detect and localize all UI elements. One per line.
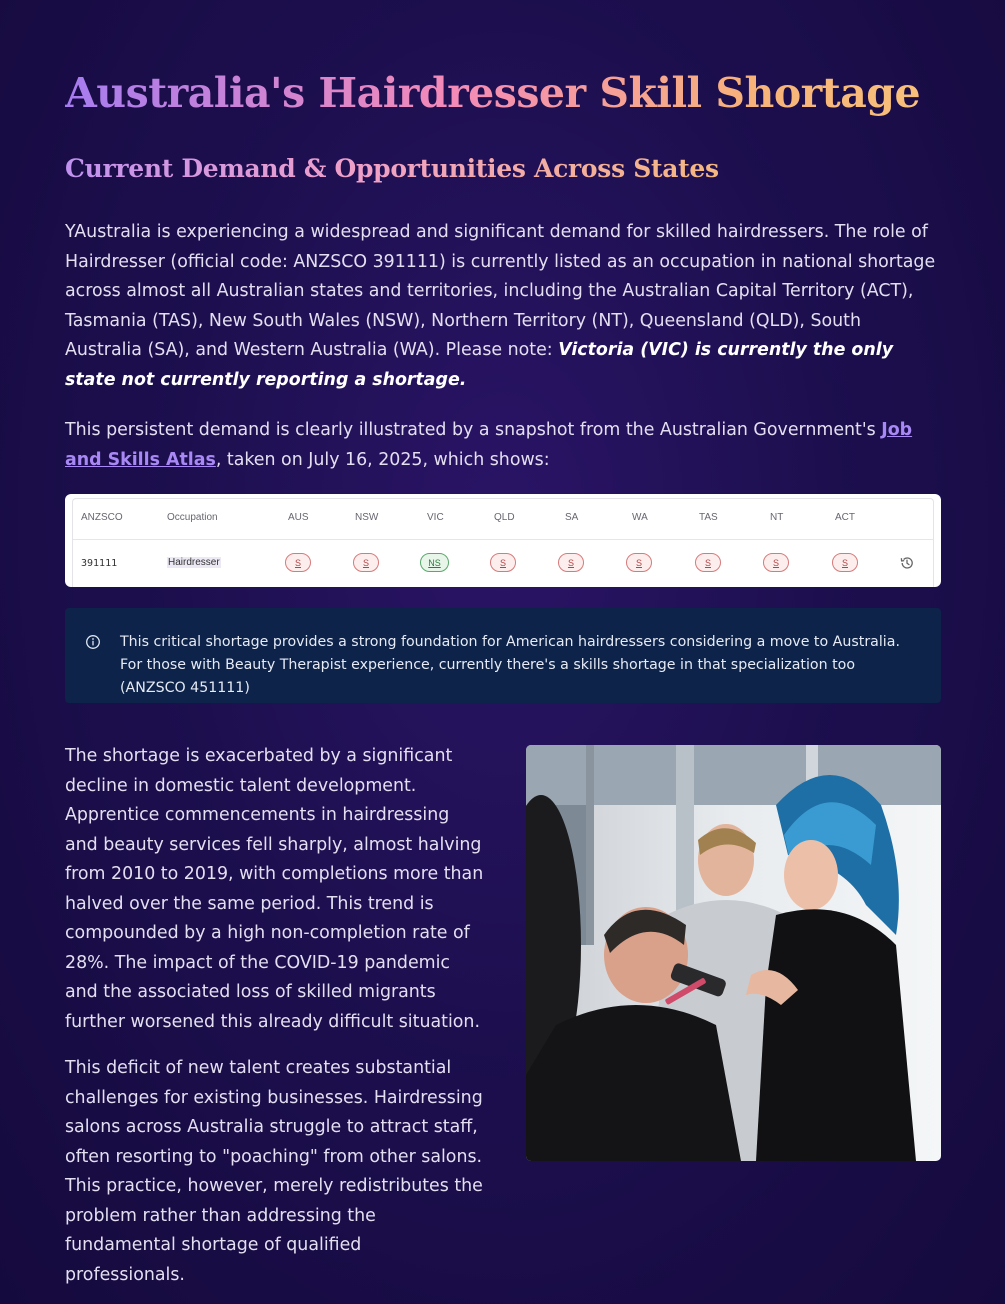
info-text: This critical shortage provides a strong foundation for American hairdressers considering a move to Australia. For those with Beauty Therapist experience, currently there's a skills shortage in that specialization too (ANZSCO 451111) xyxy=(120,634,900,696)
header-act: ACT xyxy=(835,512,855,523)
status-badge-wa[interactable]: S xyxy=(626,553,652,572)
header-wa: WA xyxy=(632,512,648,523)
intro-paragraph xyxy=(65,218,941,395)
header-aus: AUS xyxy=(288,512,309,523)
anzsco-code: 391111 xyxy=(81,558,118,569)
status-badge-sa[interactable]: S xyxy=(558,553,584,572)
history-icon[interactable] xyxy=(899,555,915,571)
status-badge-aus[interactable]: S xyxy=(285,553,311,572)
table-row xyxy=(73,540,933,587)
table-header-row xyxy=(73,499,933,540)
info-icon xyxy=(85,634,101,650)
occupation-name[interactable]: Hairdresser xyxy=(168,557,220,568)
salon-photo-illustration xyxy=(526,745,941,1161)
intro-emphasis: Victoria (VIC) is currently the only state not currently reporting a shortage. xyxy=(65,340,894,390)
header-vic: VIC xyxy=(427,512,444,523)
intro-text: YAustralia is experiencing a widespread and significant demand for skilled hairdressers. The role of Hairdresser (official code: ANZSCO 391111) is currently listed as an occupation in national shortage across almost all Australian states and territories, including the Australian Capital Territory (ACT), Tasmania (TAS), New South Wales (NSW), Northern Territory (NT), Queensland (QLD), South Australia (SA), and Western Australia (WA). Please note: xyxy=(65,222,936,360)
page-title: Australia's Hairdresser Skill Shortage xyxy=(65,66,920,120)
snapshot-paragraph xyxy=(65,416,941,475)
page-subtitle: Current Demand & Opportunities Across States xyxy=(65,152,719,186)
header-sa: SA xyxy=(565,512,579,523)
snapshot-before: This persistent demand is clearly illustrated by a snapshot from the Australian Government's xyxy=(65,420,882,440)
shortage-table-screenshot xyxy=(65,494,941,587)
snapshot-after: , taken on July 16, 2025, which shows: xyxy=(215,449,550,470)
header-qld: QLD xyxy=(494,512,515,523)
body-paragraph-2: This deficit of new talent creates substantial challenges for existing businesses. Hairdressing salons across Australia struggle to attract staff, often resorting to "poaching" from other salons. This practice, however, merely redistributes the problem rather than addressing the fundamental shortage of qualified professionals. xyxy=(65,1058,483,1285)
header-anzsco: ANZSCO xyxy=(81,512,123,523)
info-callout xyxy=(65,608,941,703)
status-badge-act[interactable]: S xyxy=(832,553,858,572)
header-occupation: Occupation xyxy=(167,512,218,523)
body-paragraph-1: The shortage is exacerbated by a significant decline in domestic talent development. Apprentice commencements in hairdressing and beauty services fell sharply, almost halving from 2010 to 2019, with completions more than halved over the same period. This trend is compounded by a high non-completion rate of 28%. The impact of the COVID-19 pandemic and the associated loss of skilled migrants further worsened this already difficult situation. xyxy=(65,746,484,1032)
salon-photo xyxy=(526,745,941,1161)
job-skills-atlas-link[interactable]: Job and Skills Atlas xyxy=(65,420,913,470)
shortage-table xyxy=(72,498,934,587)
status-badge-nt[interactable]: S xyxy=(763,553,789,572)
header-nt: NT xyxy=(770,512,784,523)
status-badge-vic[interactable]: NS xyxy=(420,553,449,572)
header-nsw: NSW xyxy=(355,512,379,523)
status-badge-nsw[interactable]: S xyxy=(353,553,379,572)
header-tas: TAS xyxy=(699,512,718,523)
status-badge-tas[interactable]: S xyxy=(695,553,721,572)
status-badge-qld[interactable]: S xyxy=(490,553,516,572)
